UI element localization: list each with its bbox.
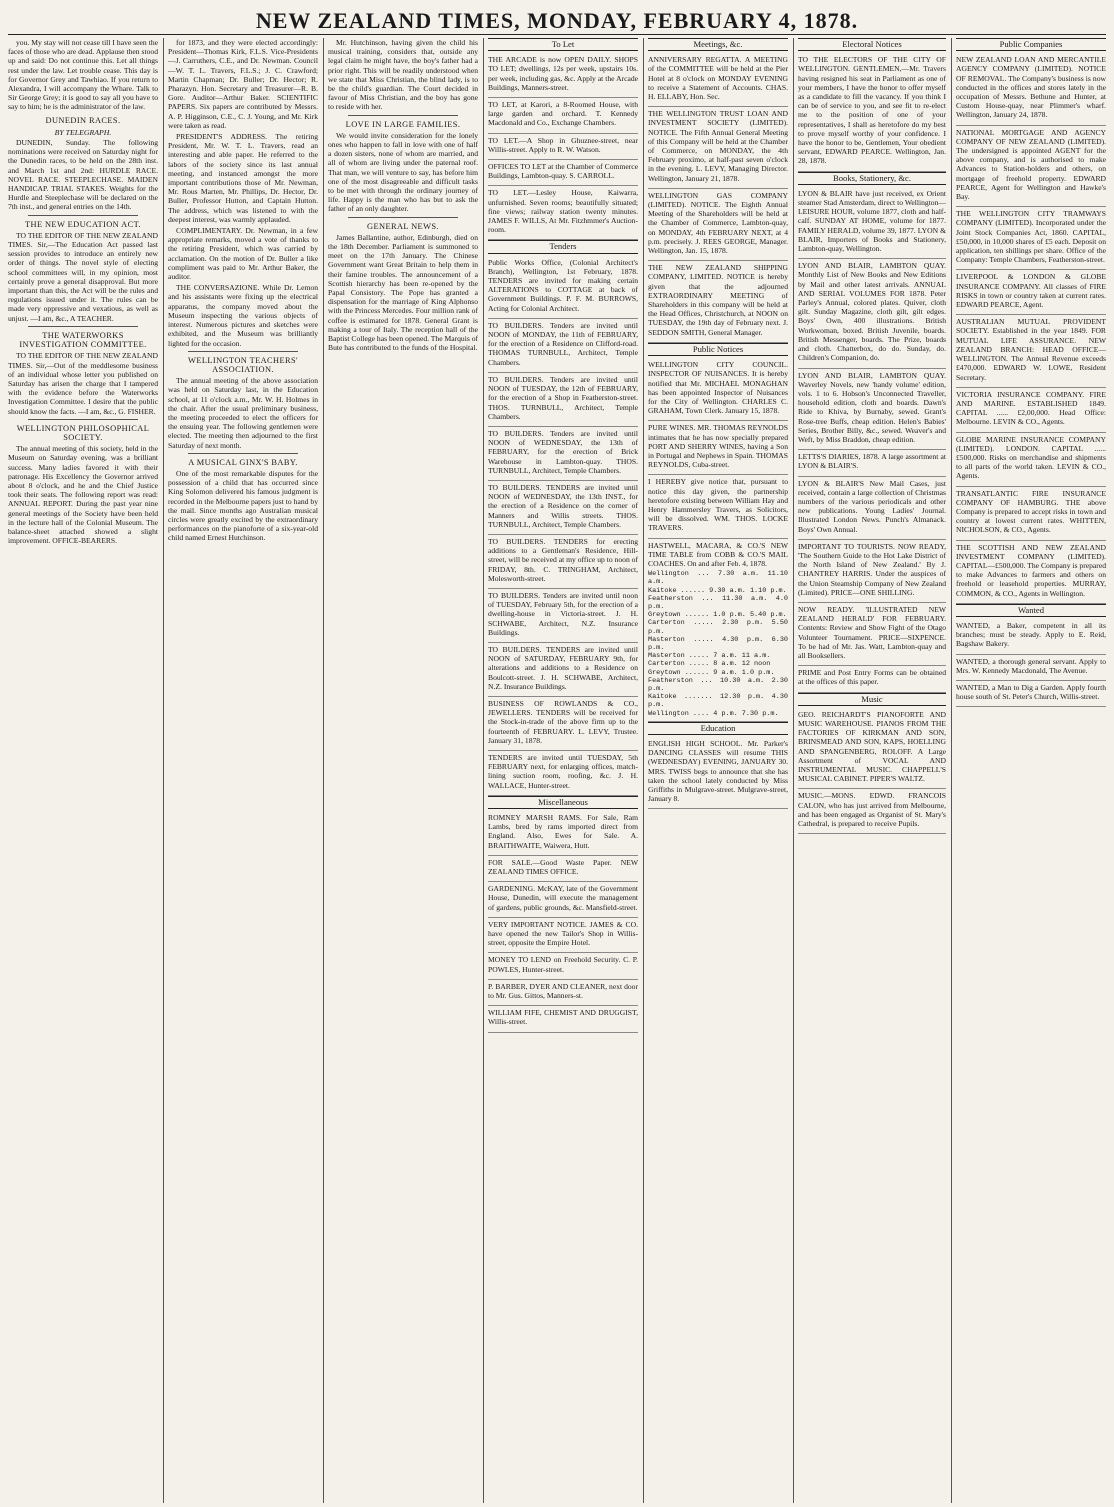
ad-books: LYON & BLAIR'S New Mail Cases, just received, contain a large collection of Christmas numbers of the various periodicals and other new publications. Young Ladies' Journal. Illustrated London News. Punch's Almanack. Boys' Own Annual. xyxy=(798,477,946,540)
section-head-electoral: Electoral Notices xyxy=(798,38,946,51)
ad-tender: Public Works Office, (Colonial Architect's Branch), Wellington, 1st February, 1878. TENDERS are invited for making certain ALTERATIONS to COTTAGE at back of Government Buildings. P. F. M. BURROWS, Acting for Colonial Architect. xyxy=(488,256,638,319)
ad-to-let: OFFICES TO LET at the Chamber of Commerce Buildings, Lambton-quay. S. CARROLL. xyxy=(488,160,638,186)
ad-tender: TO BUILDERS. TENDERS are invited until NOON of SATURDAY, FEBRUARY 9th, for alterations and additions to a Residence on Boulcott-street. J. H. SCHWABE, Architect, N.Z. Insurance Buildings. xyxy=(488,643,638,697)
ad-tender: BUSINESS OF ROWLANDS & CO., JEWELLERS. TENDERS will be received for the Stock-in-trade of the above firm up to the fourteenth of FEBRUARY. L. LEVY, Trustee. January 31, 1878. xyxy=(488,697,638,751)
ad-wanted: WANTED, a thorough general servant. Apply to Mrs. W. Kennedy Macdonald, The Avenue. xyxy=(956,655,1106,681)
article-conversazione: THE CONVERSAZIONE. While Dr. Lemon and his assistants were fixing up the electrical apparatus, the company moved about the Museum inspecting the various objects of interest. Numerous pictures and sketches were exhibited, and the Museum was brilliantly lighted for the occasion. xyxy=(168,283,318,348)
timetable-row: Featherston ... 10.30 a.m. 2.30 p.m. xyxy=(648,676,788,693)
section-head-meetings: Meetings, &c. xyxy=(648,38,788,51)
section-head-books: Books, Stationery, &c. xyxy=(798,172,946,185)
column-rule xyxy=(643,38,644,1503)
ad-now-ready: NOW READY. 'ILLUSTRATED NEW ZEALAND HERALD' FOR FEBRUARY. Contents: Review and Show Fight of the Otago Volunteer Tournament. PRICE—SIXPENCE. To be had of Mr. Jas. Watt, Lambton-quay and all Booksellers. xyxy=(798,603,946,666)
divider xyxy=(28,215,138,216)
ad-misc: ROMNEY MARSH RAMS. For Sale, Ram Lambs, bred by rams imported direct from England. Also, Ewes for Sale. A. BRAITHWAITE, Waiwera, Hutt. xyxy=(488,811,638,856)
timetable-row: Kaitoke ....... 12.30 p.m. 4.30 p.m. xyxy=(648,693,788,710)
section-head-public-notices: Public Notices xyxy=(648,343,788,356)
ad-misc: VERY IMPORTANT NOTICE. JAMES & CO. have opened the new Tailor's Shop in Willis-street, opposite the Empire Hotel. xyxy=(488,918,638,954)
section-head-music: Music xyxy=(798,693,946,706)
article-general-news: James Ballantine, author, Edinburgh, died on the 18th December. Parliament is summoned to meet on the 17th January. The Chinese Government want Great Britain to help them in their famine troubles. The announcement of a Scottish hierarchy has been re-opened by the Papal Consistory. The Pope has granted a dispensation for the marriage of King Alphonso with the Princess Mercedes. Four million rank of coffee is estimated for 1878. General Grant is making a tour of Italy. The reception hall of the Baptist College has been opened. The Marquis of Bute has contributed to the funds of the Hospital. xyxy=(328,232,478,353)
ad-misc: P. BARBER, DYER AND CLEANER, next door to Mr. Gus. Gittos, Manners-st. xyxy=(488,980,638,1006)
article-philosophical-society: The annual meeting of this society, held in the Museum on Saturday evening, was a brilliant success. Many ladies favored it with their patronage. His Excellency the Governor arrived about 8 o'clock, and he and the Chief Justice took their seats. The following report was read: ANNUAL REPORT. During the past year nine general meetings of the Society have been held in the lecture hall of the Colonial Museum. The balance-sheet attached showed a slight improvement. OFFICE-BEARERS. xyxy=(8,444,158,546)
ad-misc: GARDENING. McKAY, late of the Government House, Dunedin, will execute the management of gardens, public grounds, &c. Mansfield-street. xyxy=(488,882,638,918)
ad-tourists: IMPORTANT TO TOURISTS. NOW READY, 'The Southern Guide to the Hot Lake District of the North Island of New Zealand.' By J. CHANTREY HARRIS. Under the auspices of the Union Steamship Company of New Zealand (Limited). PRICE—ONE SHILLING. xyxy=(798,540,946,603)
timetable-row: Wellington .... 4 p.m. 7.30 p.m. xyxy=(648,709,779,718)
ad-to-let: TO LET.—Lesley House, Kaiwarra, unfurnished. Seven rooms; beautifully situated; fine views; railway station twenty minutes. JAMES F. WILLS, At Mr. Fitzhmmer's Auction-room. xyxy=(488,186,638,240)
ad-tender: TO BUILDERS. TENDERS are invited until NOON of WEDNESDAY, the 13th INST., for the erection of a Residence on the corner of Manners and Willis streets. THOS. TURNBULL, Architect, Temple Chambers. xyxy=(488,481,638,535)
timetable-row: Greytown ...... 9 a.m. 1.0 p.m. xyxy=(648,668,775,677)
section-head-to-let: To Let xyxy=(488,38,638,51)
divider xyxy=(188,453,298,454)
headline-musical-ginx: A MUSICAL GINX'S BABY. xyxy=(188,457,298,467)
column-rule xyxy=(163,38,164,1503)
ad-meeting: THE NEW ZEALAND SHIPPING COMPANY, LIMITED. NOTICE is hereby given that the adjourned EXTRAORDINARY MEETING of Shareholders in this company will be held at the Head Offices, Christchurch, at NOON on TUESDAY, the 19th day of February next. J. SEDDON SMITH, General Manager. xyxy=(648,261,788,343)
ad-company: THE WELLINGTON CITY TRAMWAYS COMPANY (LIMITED). Incorporated under the Joint Stock Companies Act, 1860. CAPITAL, £50,000, in 10,000 shares of £5 each. Deposit on application, ten shillings per share. Office of the Company: Temple Chambers, Featherston-street. xyxy=(956,207,1106,270)
column-1 xyxy=(8,38,158,1503)
ad-meeting: THE WELLINGTON TRUST LOAN AND INVESTMENT SOCIETY (LIMITED). NOTICE. The Fifth Annual General Meeting of this Company will be held at the Chamber of Commerce, on MONDAY, the 4th February proximo, at half-past seven o'clock in the evening. L. LEVY, Managing Director. Wellington, January 21, 1878. xyxy=(648,107,788,189)
ad-electoral: TO THE ELECTORS OF THE CITY OF WELLINGTON. GENTLEMEN,—Mr. Travers having resigned his seat in Parliament as one of your members, I have the honor to offer myself as a candidate to fill the vacancy. If you think I can be of service to you, and see fit to re-elect me to the position of one of your representatives, I shall as heretofore do my best to prove myself worthy of your confidence. I have the honor to be, Gentlemen, Your obedient servant, EDWARD PEARCE. Wellington, Jan. 28, 1878. xyxy=(798,53,946,171)
ad-company: NEW ZEALAND LOAN AND MERCANTILE AGENCY COMPANY (LIMITED). NOTICE OF REMOVAL. The Company's business is now conducted in the offices and stores lately in the occupation of Messrs. Bethune and Hunter, at Custom House-quay, near Plimmer's wharf. Wellington, January 24, 1878. xyxy=(956,53,1106,125)
ad-company: TRANSATLANTIC FIRE INSURANCE COMPANY OF HAMBURG. THE above Company is prepared to accept risks in town and country at lowest current rates. WHITTEN, NICHOLSON, & CO., Agents. xyxy=(956,487,1106,541)
ad-company: AUSTRALIAN MUTUAL PROVIDENT SOCIETY. Established in the year 1849. FOR MUTUAL LIFE ASSURANCE. NEW ZEALAND BRANCH: HEAD OFFICE—WELLINGTON. The Annual Revenue exceeds £470,000. EDWARD W. LOWE, Resident Secretary. xyxy=(956,315,1106,387)
timetable-row: Featherston ... 11.30 a.m. 4.0 p.m. xyxy=(648,594,788,611)
masthead-rule xyxy=(8,34,1106,35)
column-2 xyxy=(168,38,318,1503)
article-teachers-association: The annual meeting of the above association was held on Saturday last, in the Education school, at 11 o'clock a.m., Mr. W. H. Holmes in the chair. After the usual preliminary business, the meeting proceeded to elect the officers for the ensuing year. The following gentlemen were elected. The meeting then adjourned to the first Saturday of next month. xyxy=(168,376,318,450)
ad-print-forms: PRIME and Post Entry Forms can be obtained at the offices of this paper. xyxy=(798,666,946,692)
column-rule xyxy=(793,38,794,1503)
timetable-row: Carterton ..... 2.30 p.m. 5.50 p.m. xyxy=(648,619,788,636)
ad-to-let: TO LET, at Karori, a 8-Roomed House, with large garden and orchard. T. Kennedy Macdonald and Co., Exchange Chambers. xyxy=(488,98,638,134)
ad-education: ENGLISH HIGH SCHOOL. Mr. Parker's DANCING CLASSES will resume THIS (WEDNESDAY) EVENING, JANUARY 30. MRS. TWISS begs to announce that she has taken the school lately conducted by Miss Griffiths in Mulgrave-street. Mulgrave-street, January 8. xyxy=(648,737,788,809)
column-rule xyxy=(951,38,952,1503)
ad-tender: TO BUILDERS. Tenders are invited until noon of TUESDAY, February 5th, for the erection of a dwelling-house in Victoria-street. J. H. SCHWABE, Architect, N.Z. Insurance Buildings. xyxy=(488,589,638,643)
ad-wanted: WANTED, a Man to Dig a Garden. Apply fourth house south of St. Peter's Church, Willis-street. xyxy=(956,681,1106,707)
article-love-large-families: We would invite consideration for the lonely ones who happen to fall in love with one of half a dozen sisters, none of whom are married, and all of whom are living under the paternal roof. That man, we will venture to say, has before him one of the most disagreeable and difficult tasks to be met with through the ordinary journey of life. Happy is the man who has but to ask the father of an only daughter. xyxy=(328,130,478,214)
headline-love-large-families: LOVE IN LARGE FAMILIES. xyxy=(345,119,461,129)
ad-public-notice: I HEREBY give notice that, pursuant to notice this day given, the partnership heretofore existing between William Hay and Henry Hammersley Travers, as Solicitors, will be dissolved. WM. THOS. LOCKE TRAVERS. xyxy=(648,475,788,538)
ad-public-notice: PURE WINES. MR. THOMAS REYNOLDS intimates that he has now specially prepared PORT AND SHERRY WINES, having a Son in Portugal and Nephews in Spain. THOMAS REYNOLDS, Cuba-street. xyxy=(648,421,788,475)
article-presidents-address: PRESIDENT'S ADDRESS. The retiring President, Mr. W. T. L. Travers, read an interesting and able paper. He referred to the labors of the society since its last annual meeting, and instanced amongst the more important contributions those of Mr. Newman, Mr. Rous Marten, Mr. Phillips, Dr. Hector, Dr. Buller, Professor Hutton, and Captain Hutton. The address, which was listened to with the deepest interest, was warmly applauded. xyxy=(168,132,318,224)
divider xyxy=(348,115,458,116)
article-ginx-continued: Mr. Hutchinson, having given the child his musical training, considers that, outside any legal claim he might have, the boy's father had a prior right. This will be readily understood when we state that Miss Christian, the blind lady, is to be the child's guardian. The Court decided in favour of Miss Christian, and the boy has gone to reside with her. xyxy=(328,38,478,112)
section-head-public-companies: Public Companies xyxy=(956,38,1106,51)
article-philosophical-continued: for 1873, and they were elected accordingly: President—Thomas Kirk, F.L.S. Vice-Presidents—J. Carruthers, C.E., and Dr. Newman. Council—W. T. L. Travers, F.L.S.; J. C. Crawford; Martin Chapman; Dr. Buller; Dr. Hector; R. Pharazyn. Hon. Secretary and Treasurer—R. B. Gore. Auditor—Arthur Baker. SCIENTIFIC PAPERS. Six papers are contributed by Messrs. A. P. Higginson, C.E., C. J. Young, and Mr. Kirk were taken as read. xyxy=(168,38,318,130)
section-head-tenders: Tenders xyxy=(488,240,638,253)
ad-company: THE SCOTTISH AND NEW ZEALAND INVESTMENT COMPANY (LIMITED). CAPITAL—£500,000. The Company is prepared to make Advances to farmers and others on freehold or leasehold properties. MURRAY, COMMON, & CO., Agents in Wellington. xyxy=(956,541,1106,604)
timetable-row: Masterton ..... 4.30 p.m. 6.30 p.m. xyxy=(648,635,788,652)
headline-waterworks: THE WATERWORKS INVESTIGATION COMMITTEE. xyxy=(19,330,147,350)
ad-company: LIVERPOOL & LONDON & GLOBE INSURANCE COMPANY. All classes of FIRE RISKS in town or country taken at current rates. EDWARD PEARCE, Agent. xyxy=(956,270,1106,315)
column-rule xyxy=(483,38,484,1503)
ad-books: LETTS'S DIARIES, 1878. A large assortment at LYON & BLAIR'S. xyxy=(798,450,946,476)
column-4 xyxy=(488,38,638,1503)
timetable-row: Carterton ..... 8 a.m. 12 noon xyxy=(648,660,771,669)
ad-tender: TO BUILDERS. Tenders are invited until NOON of MONDAY, the 11th of FEBRUARY, for the erection of a Residence on Clifford-road. THOMAS TURNBULL, Architect, Temple Chambers. xyxy=(488,319,638,373)
ad-music: MUSIC.—MONS. EDWD. FRANCOIS CALON, who has just arrived from Melbourne, and has been engaged as Organist of St. Mary's Cathedral, is prepared to receive Pupils. xyxy=(798,789,946,834)
ad-to-let: TO LET.—A Shop in Ghuznee-street, near Willis-street. Apply to R. W. Watson. xyxy=(488,134,638,160)
timetable-row: Wellington ... 7.30 a.m. 11.10 a.m. xyxy=(648,570,788,587)
ad-public-notice: WELLINGTON CITY COUNCIL. INSPECTOR OF NUISANCES. It is hereby notified that Mr. MICHAEL MONAGHAN has been appointed Inspector of Nuisances for the City of Wellington. CHARLES C. GRAHAM, Town Clerk. January 15, 1878. xyxy=(648,358,788,421)
ad-tender: TO BUILDERS. Tenders are invited until NOON of WEDNESDAY, the 13th of FEBRUARY, for the erection of Brick Warehouse in Lambton-quay. THOS. TURNBULL, Architect, Temple Chambers. xyxy=(488,427,638,481)
headline-general-news: GENERAL NEWS. xyxy=(367,221,439,231)
headline-education-act: THE NEW EDUCATION ACT. xyxy=(25,219,141,229)
section-head-education: Education xyxy=(648,722,788,735)
section-head-wanted: Wanted xyxy=(956,604,1106,617)
ad-books: LYON AND BLAIR, LAMBTON QUAY. Waverley Novels, new 'handy volume' edition, vols. 1 to 6. Hobson's Unconnected Traveller, household edition, cloth and boards. Dawn's Ride to Khiva, by Burnaby, sewed. Grant's Rose-tree Buffs, cheap edition. Helen's Babies' Series, Brother Billy, &c., sewed. Weaver's and Weft, by Miss Braddon, cheap edition. xyxy=(798,369,946,451)
ad-meeting: ANNIVERSARY REGATTA. A MEETING of the COMMITTEE will be held at the Pier Hotel at 8 o'clock on MONDAY EVENING to receive a Statement of Accounts. CHAS. H. ELLABY, Hon. Sec. xyxy=(648,53,788,107)
ad-tender: TO BUILDERS. Tenders are invited until NOON of TUESDAY, the 12th of FEBRUARY, for the erection of a Shop in Featherston-street. THOS. TURNBULL, Architect, Temple Chambers. xyxy=(488,373,638,427)
ad-misc: FOR SALE.—Good Waste Paper. NEW ZEALAND TIMES OFFICE. xyxy=(488,856,638,882)
timetable-row: Greytown ...... 1.0 p.m. 5.40 p.m. xyxy=(648,611,787,620)
article-continuation: you. My stay will not cease till I have seen the faces of those who are dead. Applause then stood up and said: Do not continue this. Let all things rest under the law. Let trouble cease. This day is for Governor Grey and Tawhiao. If you return to Alexandra, I will accompany the Whare. Talk to Sir George Grey; it is good to say all you have to say to him; he is the administrator of the law. xyxy=(8,38,158,112)
ad-company: GLOBE MARINE INSURANCE COMPANY (LIMITED). LONDON. CAPITAL ...... £500,000. Risks on merchandise and shipments to all parts of the world taken. LEVIN & CO., Agents. xyxy=(956,433,1106,487)
divider xyxy=(348,217,458,218)
letter-waterworks: TO THE EDITOR OF THE NEW ZEALAND TIMES. Sir,—Out of the meddlesome business of an individual whose letter you published on Saturday has arisen the charge that I tampered with the evidence before the Waterworks Investigation Committee. I desire that the public should know the facts. —I am, &c., G. FISHER. xyxy=(8,351,158,416)
article-musical-ginx: One of the most remarkable disputes for the possession of a child that has occurred since King Solomon delivered his famous judgment is recorded in the Melbourne papers just to hand by the mail. Since months ago Australian musical circles were greatly excited by the extraordinary performances on the pianoforte of a six-year-old child named Ernest Hutchinson. xyxy=(168,468,318,543)
ad-meeting: WELLINGTON GAS COMPANY (LIMITED). NOTICE. The Eighth Annual Meeting of the Shareholders will be held at the Chamber of Commerce, Lambton-quay, on MONDAY, 4th FEBRUARY NEXT, at 4 p.m. precisely. J. REES GEORGE, Manager. Wellington, Jan. 15, 1878. xyxy=(648,189,788,261)
masthead: NEW ZEALAND TIMES, MONDAY, FEBRUARY 4, 1878. xyxy=(255,8,859,33)
ad-books: LYON AND BLAIR, LAMBTON QUAY. Monthly List of New Books and New Editions by Mail and other latest arrivals. ANNUAL AND SERIAL VOLUMES FOR 1878. Peter Parley's Annual, colored plates. Quiver, cloth gilt. Sunday Magazine, cloth gilt, gilt edges. Boys' Own, 400 illustrations. British Workwoman, boxed. British Juvenile, boards. British Messenger, boards. The Prize, boards and cloth. Chatterbox, do do. Sunday, do. Children's Companion, do. xyxy=(798,259,946,368)
letter-education-act: TO THE EDITOR OF THE NEW ZEALAND TIMES. Sir,—The Education Act passed last session provides to introduce an entirely new order of things. The novel style of electing school committees will, in my opinion, most certainly prove a general disapproval. But more important than this, the Act will be the rules and regulations issued under it. The rules can be made very oppressive and vexatious, as well as unjust. —I am, &c., A TEACHER. xyxy=(8,230,158,323)
ad-books: LYON & BLAIR have just received, ex Orient steamer Stad Amsterdam, direct to Wellington—LEISURE HOUR, volume 1877, cloth and half-calf. SUNDAY AT HOME, volume for 1877. FAMILY HERALD, volume 39, 1877. LYON & BLAIR, Importers of Books and Stationery, Lambton-quay, Wellington. xyxy=(798,187,946,259)
headline-teachers-association: WELLINGTON TEACHERS' ASSOCIATION. xyxy=(188,355,298,374)
column-6 xyxy=(798,38,946,1503)
divider xyxy=(188,351,298,352)
timetable-row: Kaitoke ...... 9.30 a.m. 1.10 p.m. xyxy=(648,586,787,595)
ad-company: NATIONAL MORTGAGE AND AGENCY COMPANY OF NEW ZEALAND (LIMITED). The undersigned is appointed AGENT for the above company, and is authorised to make Advances to Station-holders and others, on mortgage of freehold property. EDWARD PEARCE, Agent for Wellington and Hawke's Bay. xyxy=(956,126,1106,208)
column-3 xyxy=(328,38,478,1503)
section-head-miscellaneous: Miscellaneous xyxy=(488,796,638,809)
headline-dunedin-races: DUNEDIN RACES. xyxy=(45,115,121,125)
ad-misc: MONEY TO LEND on Freehold Security. C. P. POWLES, Hunter-street. xyxy=(488,953,638,979)
ad-to-let: THE ARCADE is now OPEN DAILY. SHOPS TO LET; dwellings, 12s per week, upstairs 10s. per week, including gas, &c. Apply at the Arcade Buildings, Manners-street. xyxy=(488,53,638,98)
column-7 xyxy=(956,38,1106,1503)
column-rule xyxy=(323,38,324,1503)
divider xyxy=(28,419,138,420)
timetable-row: Masterton ..... 7 a.m. 11 a.m. xyxy=(648,652,771,661)
headline-philosophical-society: WELLINGTON PHILOSOPHICAL SOCIETY. xyxy=(16,423,150,442)
ad-wanted: WANTED, a Baker, competent in all its branches; must be steady. Apply to E. Reid, Bagshaw Bakery. xyxy=(956,619,1106,655)
ad-music: GEO. REICHARDT'S PIANOFORTE AND MUSIC WAREHOUSE. PIANOS FROM THE FACTORIES OF KIRKMAN AND SON, BRINSMEAD AND SON, KAPS, HOELLING AND SPANGENBERG, ROLOFF. A Large Assortment of VOCAL AND INSTRUMENTAL MUSIC. CHAPPELL'S MUSICAL CABINET. PIPER'S WALTZ. xyxy=(798,708,946,790)
column-5 xyxy=(648,38,788,1503)
ad-misc: WILLIAM FIFE, CHEMIST AND DRUGGIST, Willis-street. xyxy=(488,1006,638,1032)
ad-company: VICTORIA INSURANCE COMPANY. FIRE AND MARINE. ESTABLISHED 1849. CAPITAL ...... £2,00,000. Head Office: Melbourne. LEVIN & CO., Agents. xyxy=(956,388,1106,433)
article-dunedin-races: DUNEDIN, Sunday. The following nominations were received on Saturday night for the Dunedin races, to be held on the 28th inst. and March 1st and 2nd: HURDLE RACE. NOVEL RACE. STEEPLECHASE. MAIDEN HANDICAP. TRIAL STAKES. Weights for the Hurdle and Steeplechase will be declared on the 7th inst., and general entries on the 14th. xyxy=(8,138,158,212)
ad-tender: TO BUILDERS. TENDERS for erecting additions to a Gentleman's Residence, Hill-street, will be received at my office up to noon of FRIDAY, 8th. C. TRINGHAM, Architect, Molesworth-street. xyxy=(488,535,638,589)
divider xyxy=(28,326,138,327)
article-complimentary: COMPLIMENTARY. Dr. Newman, in a few appropriate remarks, moved a vote of thanks to the retiring President, which was carried by acclamation. On the motion of Dr. Buller a like compliment was paid to Mr. Arthur Baker, the auditor. xyxy=(168,226,318,282)
subhead-by-telegraph: BY TELEGRAPH. xyxy=(54,127,112,137)
ad-coach-timetable: HASTWELL, MACARA, & CO.'S NEW TIME TABLE from COBB & CO.'S MAIL COACHES. On and after Feb. 4, 1878. Wellington ... 7.30 a.m. 11.10 a.m. Kaitoke ...... 9.30 a.m. 1.10 p.m. Featherston ... 11.30 a.m. 4.0 p.m. Greytown ...... 1.0 p.m. 5.40 p.m. Carterton ..... 2.30 p.m. 5.50 p.m. Masterton ..... 4.30 p.m. 6.30 p.m. Masterton ..... 7 a.m. 11 a.m. Carterton ..... 8 a.m. 12 noon Greytown ...... 9 a.m. 1.0 p.m. Featherston ... 10.30 a.m. 2.30 p.m. Kaitoke ....... 12.30 p.m. 4.30 p.m. Wellington .... 4 p.m. 7.30 p.m. xyxy=(648,539,788,722)
ad-tender: TENDERS are invited until TUESDAY, 5th FEBRUARY next, for enlarging offices, match-lining suction room, roofing, &c. J. H. WALLACE, Hunter-street. xyxy=(488,751,638,796)
